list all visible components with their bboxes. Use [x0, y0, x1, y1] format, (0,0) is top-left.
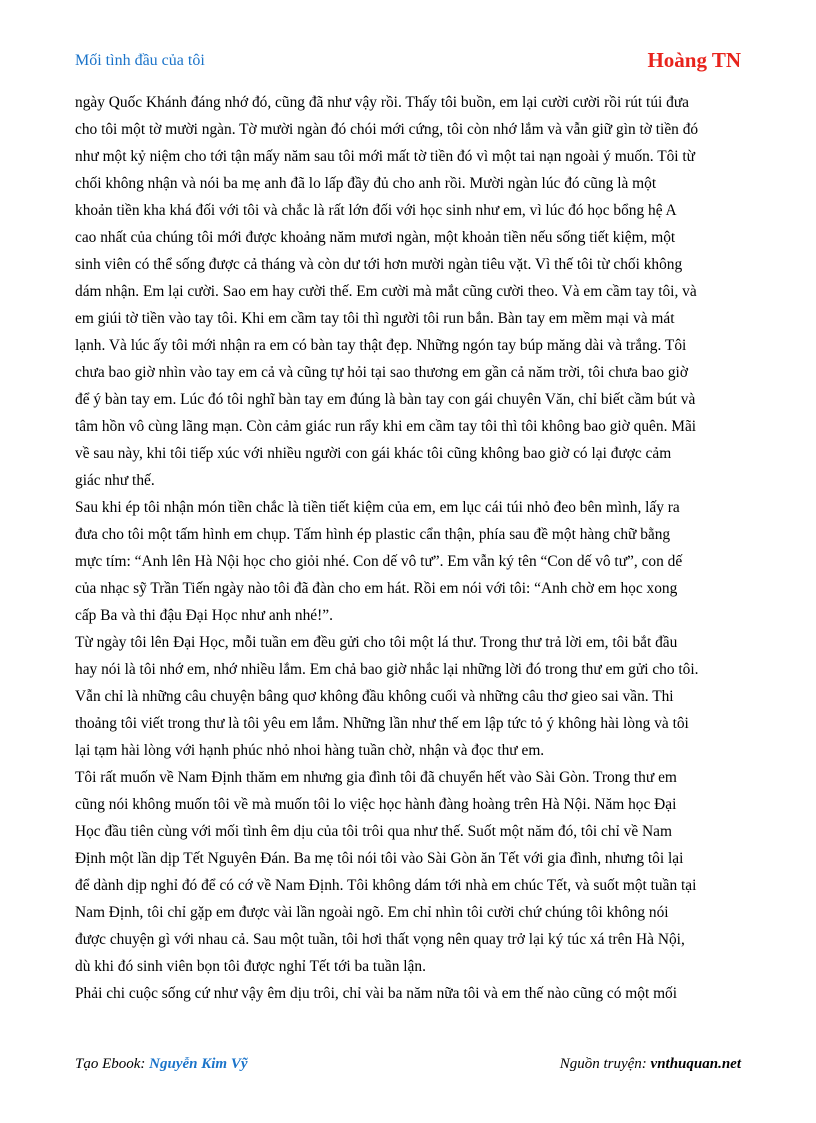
- document-title: Mối tình đầu của tôi: [75, 52, 205, 69]
- source-separator: :: [641, 1056, 651, 1072]
- text-line: Phải chi cuộc sống cứ như vậy êm dịu trôi, chỉ vài ba năm nữa tôi và em thế nào cũng có một mối: [75, 985, 678, 1002]
- text-line: Nam Định, tôi chỉ gặp em được vài lần ngoài ngõ. Em chỉ nhìn tôi cười chứ chúng tôi không nói: [75, 904, 669, 921]
- text-line: Từ ngày tôi lên Đại Học, mỗi tuần em đều gửi cho tôi một lá thư. Trong thư trả lời em, tôi bắt đầu: [75, 634, 678, 651]
- text-line: Tôi rất muốn về Nam Định thăm em nhưng gia đình tôi đã chuyển hết vào Sài Gòn. Trong thư em: [75, 769, 677, 786]
- text-line: để ý bàn tay em. Lúc đó tôi nghĩ bàn tay em đúng là bàn tay con gái chuyên Văn, chỉ biết cầm bút và: [75, 391, 696, 408]
- text-line: cao nhất của chúng tôi mới được khoảng năm mươi ngàn, một khoản tiền nếu sống tiết kiệm, một: [75, 229, 676, 246]
- text-line: chối không nhận và nói ba mẹ anh đã lo lấp đầy đủ cho anh rồi. Mười ngàn lúc đó cũng là một: [75, 175, 657, 192]
- text-line: hay nói là tôi nhớ em, nhớ nhiều lắm. Em chả bao giờ nhắc lại những lời đó trong thư em gửi cho tôi.: [75, 661, 699, 678]
- text-line: sinh viên có thể sống được cả tháng và còn dư tới hơn mười ngàn tiêu vặt. Vì thế tôi từ chối không: [75, 256, 683, 273]
- text-line: Vẫn chỉ là những câu chuyện bâng quơ không đầu không cuối và những câu thơ gieo sai vần. Thi: [75, 688, 674, 705]
- text-line: của nhạc sỹ Trần Tiến ngày nào tôi đã đàn cho em hát. Rồi em nói với tôi: “Anh chờ em học xong: [75, 580, 678, 597]
- text-line: đưa cho tôi một tấm hình em chụp. Tấm hình ép plastic cẩn thận, phía sau đề một hàng chữ bằng: [75, 526, 671, 543]
- text-line: dám nhận. Em lại cười. Sao em hay cười thế. Em cười mà mắt cũng cười theo. Và em cầm tay tôi, và: [75, 283, 697, 300]
- text-line: Sau khi ép tôi nhận món tiền chắc là tiền tiết kiệm của em, em lục cái túi nhỏ đeo bên mình, lấy ra: [75, 499, 680, 516]
- text-line: chưa bao giờ nhìn vào tay em cả và cũng tự hỏi tại sao thương em gần cả năm trời, tôi chưa bao giờ: [75, 364, 688, 381]
- text-line: khoản tiền kha khá đối với tôi và chắc là rất lớn đối với học sinh như em, vì lúc đó học bổng hệ A: [75, 202, 677, 219]
- text-line: cũng nói không muốn tôi về mà muốn tôi lo việc học hành đàng hoàng trên Hà Nội. Năm học Đại: [75, 796, 677, 813]
- text-line: tâm hồn vô cùng lãng mạn. Còn cảm giác run rẩy khi em cầm tay tôi thì tôi không bao giờ quên. Mãi: [75, 418, 697, 435]
- text-line: cho tôi một tờ mười ngàn. Tờ mười ngàn đó chói mới cứng, tôi còn nhớ lắm và vẫn giữ gìn tờ tiền đó: [75, 121, 699, 138]
- text-line: cấp Ba và thi đậu Đại Học như anh nhé!”.: [75, 607, 333, 624]
- text-line: thoảng tôi viết trong thư là tôi yêu em lắm. Những lần như thế em lập tức tỏ ý không hài lòng và tôi: [75, 715, 689, 732]
- ebook-label: Tạo Ebook: [75, 1056, 141, 1072]
- ebook-separator: :: [140, 1056, 150, 1072]
- text-line: em giúi tờ tiền vào tay tôi. Khi em cầm tay tôi thì người tôi run bắn. Bàn tay em mềm mại và mát: [75, 310, 675, 327]
- text-line: lạnh. Và lúc ấy tôi mới nhận ra em có bàn tay thật đẹp. Những ngón tay búp măng dài và trắng. Tôi: [75, 337, 687, 354]
- source-label: Nguồn truyện: [559, 1056, 642, 1072]
- text-line: được chuyện gì với nhau cả. Sau một tuần, tôi hơi thất vọng nên quay trở lại ký túc xá trên Hà Nội,: [75, 931, 685, 948]
- text-line: để dành dịp nghỉ đó để có cớ về Nam Định. Tôi không dám tới nhà em chúc Tết, và suốt một tuần tại: [75, 877, 697, 894]
- text-line: lại tạm hài lòng với hạnh phúc nhỏ nhoi hàng tuần chờ, nhận và đọc thư em.: [75, 742, 545, 759]
- text-line: dù khi đó sinh viên bọn tôi được nghỉ Tết tới ba tuần lận.: [75, 958, 426, 975]
- story-body: [75, 89, 745, 1007]
- source-site: vnthuquan.net: [650, 1056, 741, 1072]
- source-credit: [560, 1056, 741, 1073]
- text-line: Học đầu tiên cùng với mối tình êm dịu của tôi trôi qua như thế. Suốt một năm đó, tôi chỉ về Nam: [75, 823, 672, 840]
- text-line: về sau này, khi tôi tiếp xúc với nhiều người con gái khác tôi cũng không bao giờ có lại được cảm: [75, 445, 672, 462]
- ebook-credit: [75, 1056, 248, 1073]
- author-name: Hoàng TN: [647, 48, 741, 72]
- text-line: Định một lần dịp Tết Nguyên Đán. Ba mẹ tôi nói tôi vào Sài Gòn ăn Tết với gia đình, nhưng tôi lại: [75, 850, 684, 867]
- text-line: giác như thế.: [75, 472, 155, 489]
- text-line: mực tím: “Anh lên Hà Nội học cho giỏi nhé. Con dế vô tư”. Em vẫn ký tên “Con dế vô tư”, con dế: [75, 553, 683, 570]
- text-line: ngày Quốc Khánh đáng nhớ đó, cũng đã như vậy rồi. Thấy tôi buồn, em lại cười cười rồi rút túi đưa: [75, 94, 690, 111]
- ebook-creator: Nguyễn Kim Vỹ: [149, 1056, 248, 1072]
- text-line: như một kỷ niệm cho tới tận mấy năm sau tôi mới mất tờ tiền đó vì một tai nạn ngoài ý muốn. Tôi từ: [75, 148, 696, 165]
